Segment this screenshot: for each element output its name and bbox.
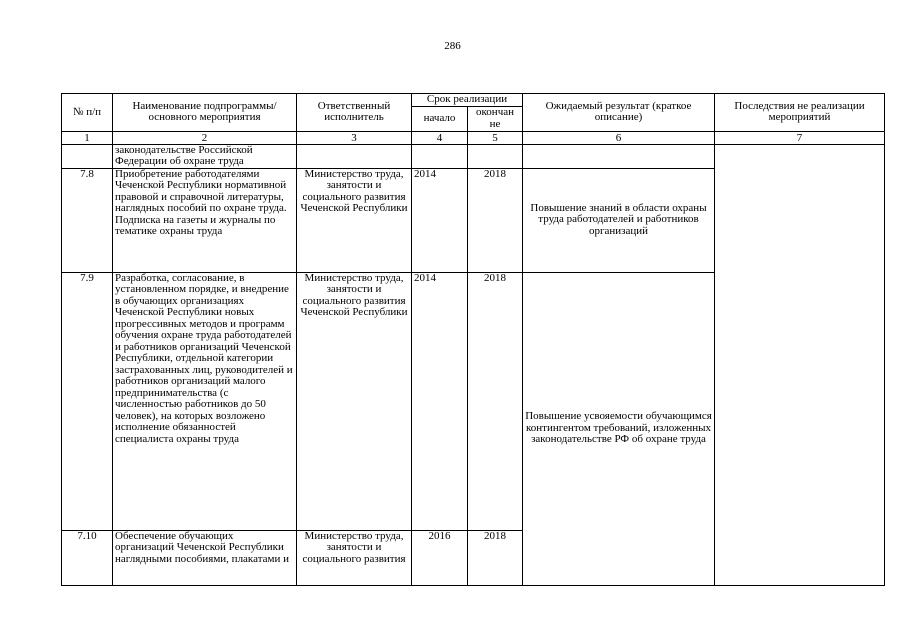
cell-end — [468, 144, 523, 168]
cell-num: 7.10 — [62, 530, 113, 585]
header-period: Срок реализации — [412, 94, 523, 107]
cell-result — [523, 144, 715, 168]
cell-responsible — [297, 144, 412, 168]
column-number: 6 — [523, 131, 715, 144]
cell-start — [412, 144, 468, 168]
cell-num: 7.8 — [62, 168, 113, 272]
table-row — [62, 144, 885, 168]
header-responsible: Ответственный исполнитель — [297, 94, 412, 132]
page-number: 286 — [444, 40, 461, 52]
column-number: 3 — [297, 131, 412, 144]
cell-result: Повышение знаний в области охраны труда работодателей и работников организаций — [523, 168, 715, 272]
cell-end: 2018 — [468, 272, 523, 530]
cell-num — [62, 144, 113, 168]
cell-start: 2016 — [412, 530, 468, 585]
header-num: № п/п — [62, 94, 113, 132]
cell-end: 2018 — [468, 530, 523, 585]
header-row — [62, 94, 885, 107]
cell-end: 2018 — [468, 168, 523, 272]
column-number: 1 — [62, 131, 113, 144]
cell-consequences — [715, 144, 885, 585]
header-end: окончан не — [468, 106, 523, 131]
header-name: Наименование подпрограммы/ основного мероприятия — [113, 94, 297, 132]
column-number: 5 — [468, 131, 523, 144]
cell-num: 7.9 — [62, 272, 113, 530]
column-number-row — [62, 131, 885, 144]
column-number: 7 — [715, 131, 885, 144]
measures-table — [61, 93, 885, 586]
cell-start: 2014 — [412, 272, 468, 530]
column-number: 2 — [113, 131, 297, 144]
column-number: 4 — [412, 131, 468, 144]
cell-name: Обеспечение обучающих организаций Чеченской Республики наглядными пособиями, плакатами и — [113, 530, 297, 585]
cell-result: Повышение усвояемости обучающимся контингентом требований, изложенных законодательстве РФ об охране труда — [523, 272, 715, 585]
header-start: начало — [412, 106, 468, 131]
cell-responsible: Министерство труда, занятости и социального развития — [297, 530, 412, 585]
cell-start: 2014 — [412, 168, 468, 272]
cell-responsible: Министерство труда, занятости и социального развития Чеченской Республики — [297, 168, 412, 272]
cell-name: законодательстве Российской Федерации об охране труда — [113, 144, 297, 168]
cell-name: Приобретение работодателями Чеченской Республики нормативной правовой и справочной литературы, наглядных пособий по охране труда. Подписка на газеты и журналы по тематике охраны труда — [113, 168, 297, 272]
header-consequences: Последствия не реализации мероприятий — [715, 94, 885, 132]
cell-name: Разработка, согласование, в установленном порядке, и внедрение в обучающих организациях Чеченской Республики новых прогрессивных методов и программ обучения охране труда работодателей и работников организаций Чеченской Республики, отдельной категории застрахованных лиц, руководителей и работников организаций малого предпринимательства (с численностью работников до 50 человек), на которых возложено исполнение обязанностей специалиста охраны труда — [113, 272, 297, 530]
cell-responsible: Министерство труда, занятости и социального развития Чеченской Республики — [297, 272, 412, 530]
header-result: Ожидаемый результат (краткое описание) — [523, 94, 715, 132]
